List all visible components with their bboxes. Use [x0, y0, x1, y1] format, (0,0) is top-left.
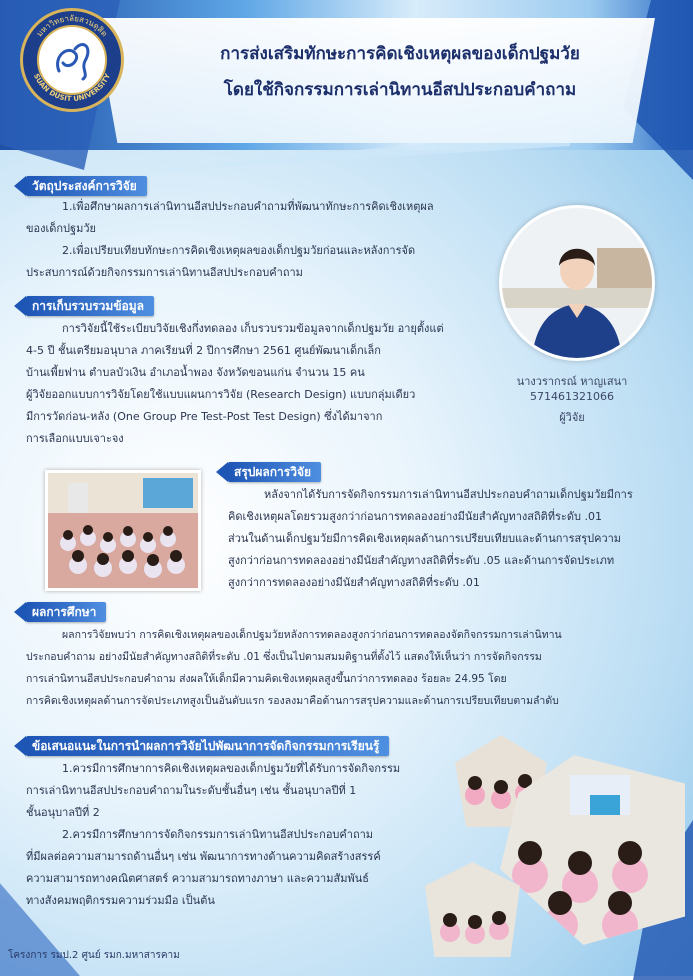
suggestion-line: การเล่านิทานอีสปประกอบคำถามในระดับชั้นอื่นๆ เช่น ชั้นอนุบาลปีที่ 1 — [26, 784, 357, 797]
researcher-role: ผู้วิจัย — [559, 411, 585, 424]
results-text — [26, 624, 681, 712]
data-collection-text — [26, 318, 496, 450]
summary-line: สูงกว่าก่อนการทดลองอย่างมีนัยสำคัญทางสถิติที่ระดับ .05 และด้านการจัดประเภท — [228, 554, 615, 567]
classroom-photo — [45, 470, 201, 591]
results-line: การคิดเชิงเหตุผลด้านการจัดประเภทสูงเป็นอันดับแรก รองลงมาคือด้านการสรุปความและด้านการเปรียบเทียบตามลำดับ — [26, 695, 559, 707]
researcher-photo — [499, 205, 655, 361]
title-line-2: โดยใช้กิจกรรมการเล่านิทานอีสปประกอบคำถาม — [223, 80, 577, 100]
footer-note: โครงการ รมป.2 ศูนย์ รมก.มหาสารคาม — [8, 950, 180, 961]
data-collection-heading: การเก็บรวบรวมข้อมูล — [26, 296, 154, 316]
suggestion-line: 1.ควรมีการศึกษาการคิดเชิงเหตุผลของเด็กปฐมวัยที่ได้รับการจัดกิจกรรม — [62, 762, 401, 775]
suggestion-line: ที่มีผลต่อความสามารถด้านอื่นๆ เช่น พัฒนาการทางด้านความคิดสร้างสรรค์ — [26, 850, 381, 863]
suggestion-line: ทางสังคมพฤติกรรมความร่วมมือ เป็นต้น — [26, 894, 215, 907]
university-logo — [20, 8, 124, 112]
summary-text — [228, 484, 683, 594]
svg-text:มหาวิทยาลัยสวนดุสิต: มหาวิทยาลัยสวนดุสิต — [34, 13, 110, 39]
suggestion-line: 2.ควรมีการศึกษาการจัดกิจกรรมการเล่านิทานอีสปประกอบคำถาม — [62, 828, 374, 841]
title-line-1: การส่งเสริมทักษะการคิดเชิงเหตุผลของเด็กปฐมวัย — [220, 44, 580, 64]
results-heading: ผลการศึกษา — [26, 602, 106, 622]
data-collection-line: การเลือกแบบเจาะจง — [26, 432, 124, 445]
objective-line: ประสบการณ์ด้วยกิจกรรมการเล่านิทานอีสปประกอบคำถาม — [26, 266, 303, 279]
summary-line: หลังจากได้รับการจัดกิจกรรมการเล่านิทานอีสปประกอบคำถามเด็กปฐมวัยมีการ — [264, 488, 633, 501]
summary-line: ส่วนในด้านเด็กปฐมวัยมีการคิดเชิงเหตุผลด้านการเปรียบเทียบและด้านการสรุปความ — [228, 532, 622, 545]
data-collection-line: 4-5 ปี ชั้นเตรียมอนุบาล ภาคเรียนที่ 2 ปีการศึกษา 2561 ศูนย์พัฒนาเด็กเล็ก — [26, 344, 381, 357]
svg-text:SUAN DUSIT UNIVERSITY: SUAN DUSIT UNIVERSITY — [31, 72, 113, 104]
objectives-text — [26, 196, 506, 284]
objective-line: 1.เพื่อศึกษาผลการเล่านิทานอีสปประกอบคำถามที่พัฒนาทักษะการคิดเชิงเหตุผล — [62, 200, 434, 213]
researcher-id: 571461321066 — [530, 390, 614, 403]
suggestions-text — [26, 758, 446, 912]
objectives-heading: วัตถุประสงค์การวิจัย — [26, 176, 147, 196]
summary-line: สูงกว่าการทดลองอย่างมีนัยสำคัญทางสถิติที่ระดับ .01 — [228, 576, 480, 589]
objective-line: ของเด็กปฐมวัย — [26, 222, 96, 235]
summary-line: คิดเชิงเหตุผลโดยรวมสูงกว่าก่อนการทดลองอย่างมีนัยสำคัญทางสถิติที่ระดับ .01 — [228, 510, 602, 523]
data-collection-line: บ้านเพี้ยฟาน ตำบลบัวเงิน อำเภอน้ำพอง จังหวัดขอนแก่น จำนวน 15 คน — [26, 366, 365, 379]
results-line: การเล่านิทานอีสปประกอบคำถาม ส่งผลให้เด็กมีความคิดเชิงเหตุผลสูงขึ้นกว่าการทดลอง ร้อยละ 24.95 โดย — [26, 673, 507, 685]
researcher-name: นางวรากรณ์ หาญเสนา — [516, 375, 628, 388]
summary-heading: สรุปผลการวิจัย — [228, 462, 321, 482]
logo-ring-text — [23, 11, 121, 109]
data-collection-line: การวิจัยนี้ใช้ระเบียบวิจัยเชิงกึ่งทดลอง เก็บรวบรวมข้อมูลจากเด็กปฐมวัย อายุตั้งแต่ — [62, 322, 444, 335]
results-line: ผลการวิจัยพบว่า การคิดเชิงเหตุผลของเด็กปฐมวัยหลังการทดลองสูงกว่าก่อนการทดลองจัดกิจกรรมการเล่านิทาน — [62, 629, 562, 641]
suggestion-line: ความสามารถทางคณิตศาสตร์ ความสามารถทางภาษา และความสัมพันธ์ — [26, 872, 369, 885]
objective-line: 2.เพื่อเปรียบเทียบทักษะการคิดเชิงเหตุผลของเด็กปฐมวัยก่อนและหลังการจัด — [62, 244, 416, 257]
results-line: ประกอบคำถาม อย่างมีนัยสำคัญทางสถิติที่ระดับ .01 ซึ่งเป็นไปตามสมมติฐานที่ตั้งไว้ แสดงให้เห็นว่า การจัดกิจกรรม — [26, 651, 542, 663]
suggestions-heading: ข้อเสนอแนะในการนำผลการวิจัยไปพัฒนาการจัดกิจกรรมการเรียนรู้ — [26, 736, 389, 756]
data-collection-line: มีการวัดก่อน-หลัง (One Group Pre Test-Post Test Design) ซึ่งได้มาจาก — [26, 410, 383, 423]
data-collection-line: ผู้วิจัยออกแบบการวิจัยโดยใช้แบบแผนการวิจัย (Research Design) แบบกลุ่มเดียว — [26, 388, 416, 401]
suggestion-line: ชั้นอนุบาลปีที่ 2 — [26, 806, 100, 819]
